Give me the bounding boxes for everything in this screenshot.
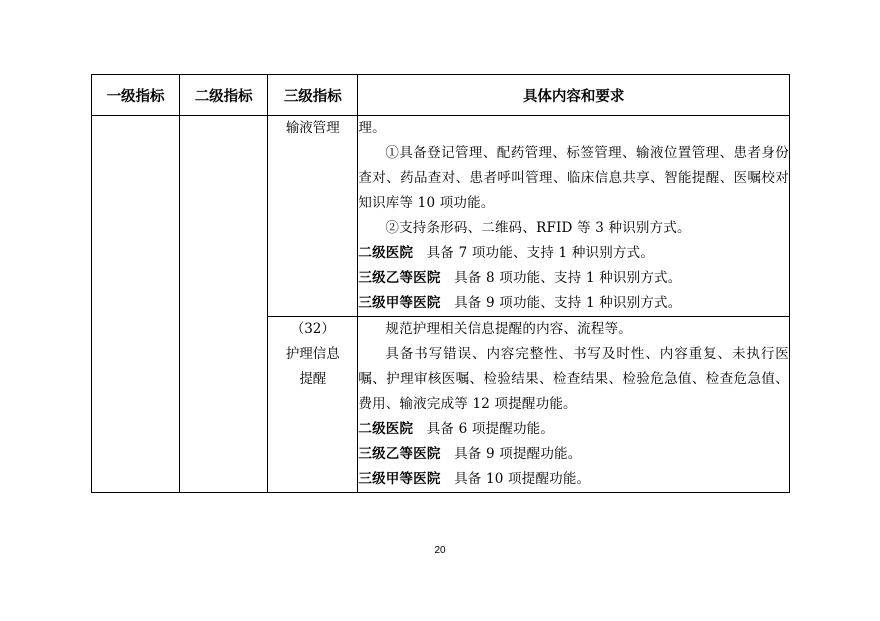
level2-cell [180,116,268,493]
requirements-cell [358,116,790,317]
requirement-line: ②支持条形码、二维码、RFID 等 3 种识别方式。 [385,220,691,236]
grade-text: 具备 6 项提醒功能。 [426,421,555,437]
grade-text: 具备 7 项功能、支持 1 种识别方式。 [426,245,655,261]
level3-number: （32） [290,321,335,337]
grade-text: 具备 10 项提醒功能。 [454,471,591,487]
page-number: 20 [434,545,446,556]
level1-cell [92,116,180,493]
level3-cell [268,317,358,493]
grade-line [358,266,789,291]
header-requirements: 具体内容和要求 [358,75,790,116]
table-row [92,116,790,317]
grade-line [358,442,789,467]
level3-name: 输液管理 [285,120,340,136]
requirement-line: 具备书写错误、内容完整性、书写及时性、内容重复、未执行医嘱、护理审核医嘱、检验结果、检查结果、检验危急值、检查危急值、费用、输液完成等 12 项提醒功能。 [358,346,789,412]
header-level1: 一级指标 [92,75,180,116]
level3-cell [268,116,358,317]
grade-level: 三级甲等医院 [358,471,441,487]
grade-level: 三级乙等医院 [358,270,441,286]
grade-level: 三级甲等医院 [358,295,441,311]
header-level2: 二级指标 [180,75,268,116]
level3-name: 护理信息 [285,346,340,362]
table-header-row [92,75,790,116]
level3-name: 提醒 [299,371,327,387]
grade-text: 具备 8 项功能、支持 1 种识别方式。 [454,270,682,286]
requirement-line: ①具备登记管理、配药管理、标签管理、输液位置管理、患者身份查对、药品查对、患者呼叫管理、临床信息共享、智能提醒、医嘱校对知识库等 10 项功能。 [358,145,789,211]
grade-line [358,417,789,442]
grade-text: 具备 9 项提醒功能。 [454,446,582,462]
indicator-table [91,74,790,493]
grade-line [358,467,789,492]
grade-line [358,241,789,266]
grade-text: 具备 9 项功能、支持 1 种识别方式。 [454,295,682,311]
requirement-line: 规范护理相关信息提醒的内容、流程等。 [385,321,632,337]
requirement-line: 理。 [358,120,386,136]
grade-line [358,291,789,316]
grade-level: 二级医院 [358,245,414,261]
grade-level: 二级医院 [358,421,414,437]
requirements-cell [358,317,790,493]
header-level3: 三级指标 [268,75,358,116]
grade-level: 三级乙等医院 [358,446,441,462]
